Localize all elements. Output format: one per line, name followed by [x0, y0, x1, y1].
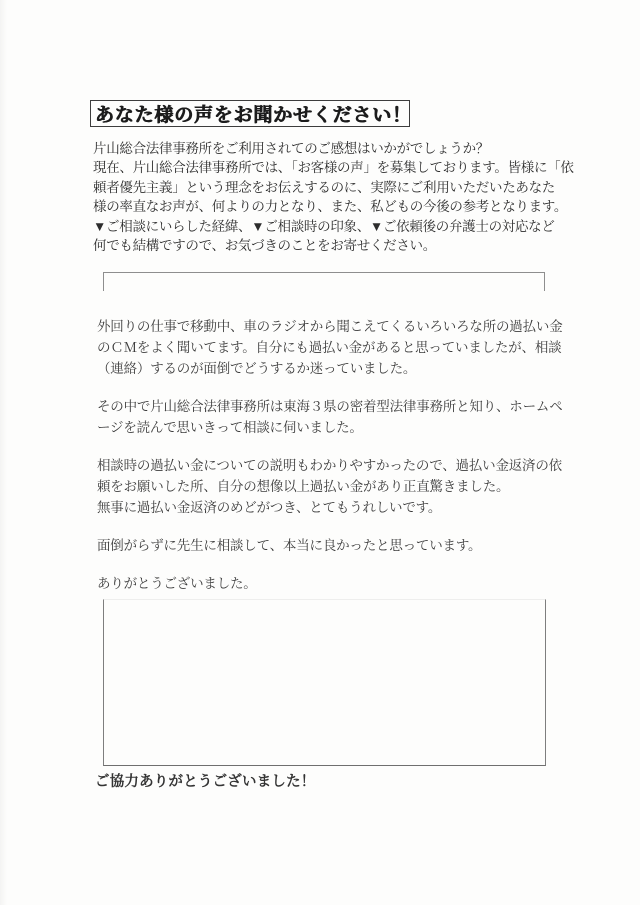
testimonial-line: 無事に過払い金返済のめどがつき、とてもうれしいです。: [97, 500, 442, 515]
testimonial-line: 頼をお願いした所、自分の想像以上過払い金があり正直驚きました。: [97, 479, 510, 494]
scan-edge-shade: [0, 0, 7, 905]
testimonial-line: （連絡）するのが面倒でどうするか迷っていました。: [97, 361, 417, 376]
testimonial-line: その中で片山総合法律事務所は東海３県の密着型法律事務所と知り、ホームペ: [97, 399, 563, 414]
intro-line: 何でも結構ですので、お気づきのことをお寄せください。: [93, 238, 436, 254]
intro-line: 様の率直なお声が、何よりの力となり、また、私どもの今後の参考となります。: [93, 199, 568, 215]
customer-testimonial: [97, 316, 563, 594]
testimonial-line: 相談時の過払い金についての説明もわかりやすかったので、過払い金返済の依: [97, 458, 562, 473]
testimonial-line: のＣＭをよく聞いてます。自分にも過払い金があると思っていましたが、相談: [97, 340, 562, 355]
testimonial-paragraph: [97, 573, 559, 594]
response-area-top-border: [103, 272, 545, 291]
intro-paragraph: [93, 139, 574, 255]
testimonial-line: ありがとうございました。: [97, 576, 257, 591]
testimonial-paragraph: [97, 396, 563, 438]
comment-box: [103, 599, 546, 766]
intro-line: 片山総合法律事務所をご利用されてのご感想はいかがでしょうか？: [93, 141, 489, 156]
testimonial-line: 面倒がらずに先生に相談して、本当に良かったと思っています。: [97, 538, 482, 553]
testimonial-paragraph: [97, 316, 563, 379]
page-title: あなた様の声をお聞かせください！: [95, 105, 412, 126]
intro-line: 頼者優先主義」という理念をお伝えするのに、実際にご利用いただいたあなた: [93, 179, 555, 195]
closing-text: ご協力ありがとうございました！: [95, 774, 316, 790]
intro-line: 現在、片山総合法律事務所では、「お客様の声」を募集しております。皆様に「依: [93, 160, 574, 176]
testimonial-line: ージを読んで思いきって相談に伺いました。: [97, 420, 363, 435]
testimonial-paragraph: [97, 455, 562, 518]
intro-line: ▼ご相談にいらした経緯、▼ご相談時の印象、▼ご依頼後の弁護士の対応など: [93, 218, 555, 234]
title-box: [90, 100, 410, 127]
testimonial-paragraph: [97, 535, 559, 556]
testimonial-line: 外回りの仕事で移動中、車のラジオから聞こえてくるいろいろな所の過払い金: [97, 319, 563, 334]
